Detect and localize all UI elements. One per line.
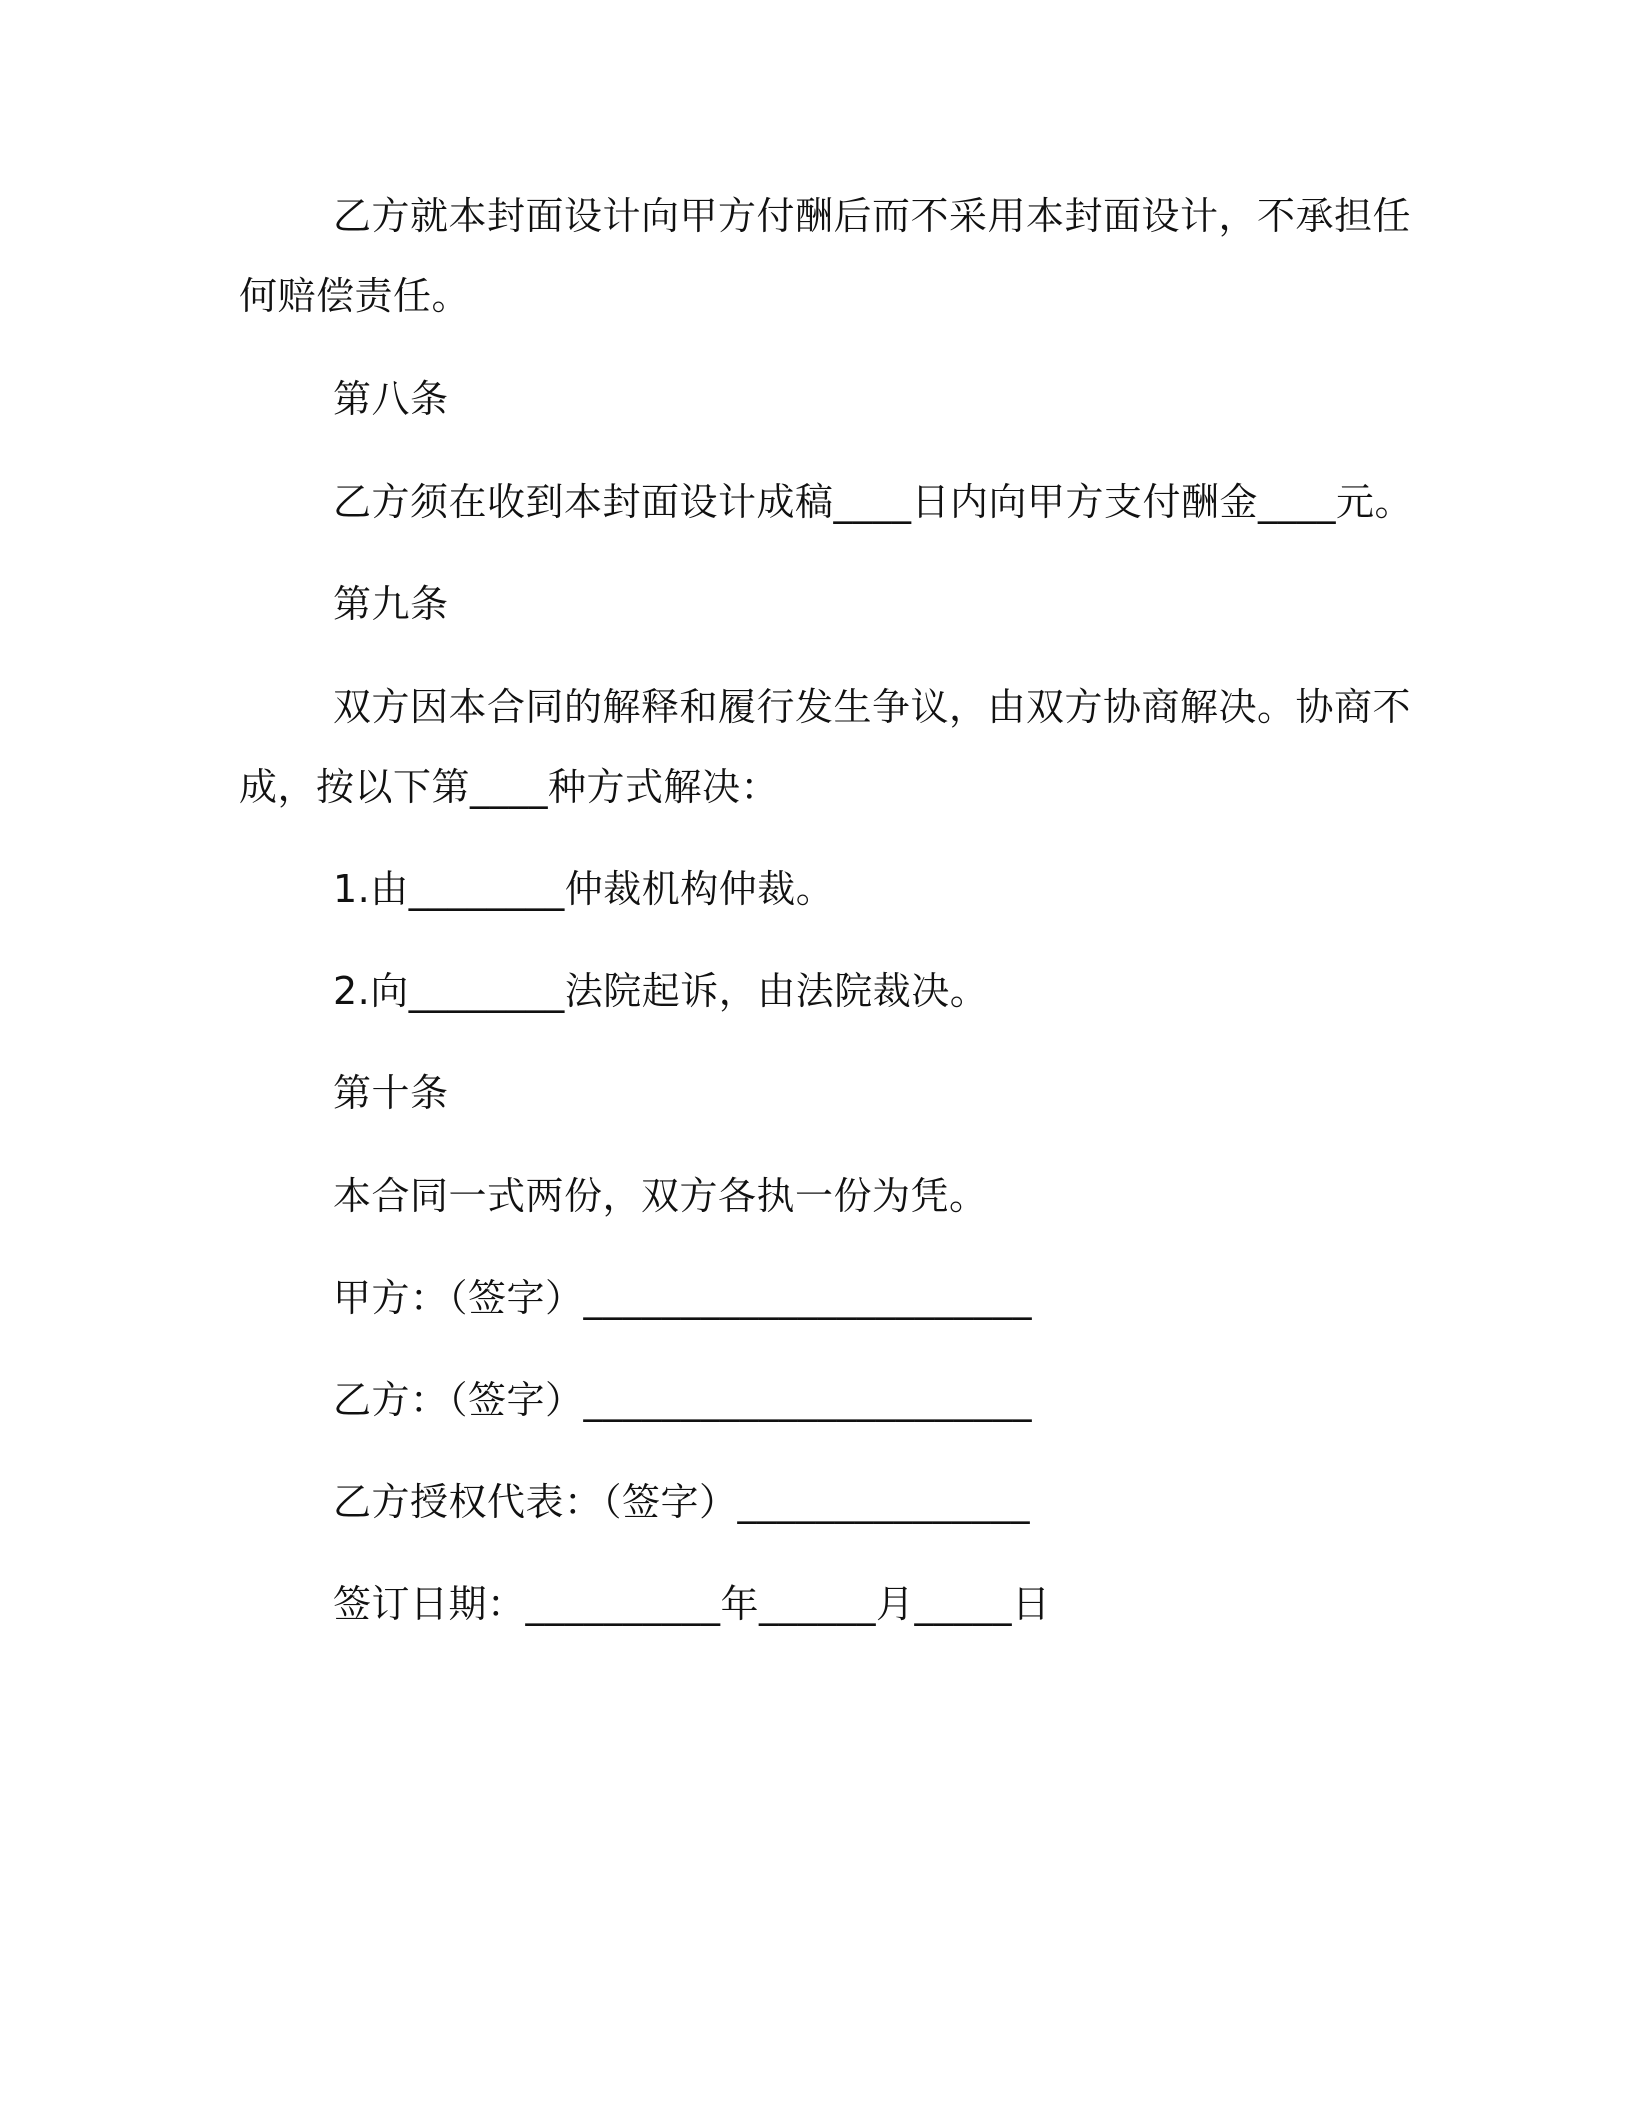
article9-heading: 第九条 xyxy=(333,582,449,626)
signing-date-line: 签订日期：__________年______月_____日 xyxy=(333,1582,1051,1626)
article9-paragraph-line1: 双方因本合同的解释和履行发生争议，由双方协商解决。协商不 xyxy=(333,685,1412,729)
article7-paragraph-line2: 何赔偿责任。 xyxy=(239,274,471,318)
article8-text: 乙方须在收到本封面设计成稿____日内向甲方支付酬金____元。 xyxy=(333,480,1414,524)
article8-heading: 第八条 xyxy=(333,377,449,421)
article9-option-1: 1.由________仲裁机构仲裁。 xyxy=(333,867,835,911)
party-a-signature-line: 甲方：（签字）_______________________ xyxy=(333,1276,1033,1320)
party-b-signature-line: 乙方：（签字）_______________________ xyxy=(333,1378,1033,1422)
article10-text: 本合同一式两份，双方各执一份为凭。 xyxy=(333,1174,988,1218)
party-b-representative-signature-line: 乙方授权代表：（签字）_______________ xyxy=(333,1480,1031,1524)
article7-paragraph-line1: 乙方就本封面设计向甲方付酬后而不采用本封面设计，不承担任 xyxy=(333,194,1412,238)
article9-paragraph-line2: 成，按以下第____种方式解决： xyxy=(239,765,780,809)
article10-heading: 第十条 xyxy=(333,1071,449,1115)
article9-option-2: 2.向________法院起诉，由法院裁决。 xyxy=(333,969,989,1013)
